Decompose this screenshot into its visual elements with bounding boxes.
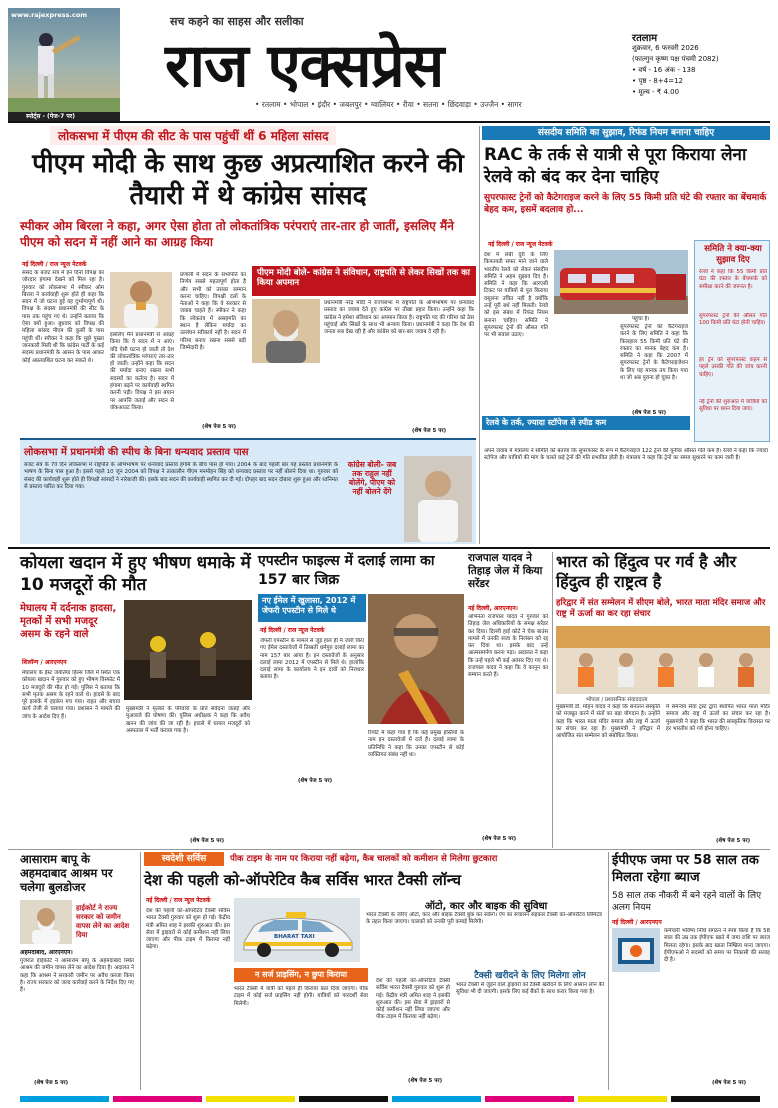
- epf-story: [612, 852, 770, 1090]
- cricket-photo: [8, 8, 120, 112]
- taxi-body-3: देश की पहली को-ऑपरेटिव टैक्सी सर्विस भारत टैक्सी गुरुवार को शुरू हो गई। केंद्रीय मंत्री अमित शाह ने इसकी शुरुआत की। इस सेवा में ड्राइवरों से कोई कमीशन नहीं लिया जाएगा और पीक टाइम में किराया नहीं बढ़ेगा।: [376, 978, 450, 1021]
- lead-story: [20, 126, 476, 544]
- rajpal-story: [468, 552, 548, 848]
- epf-dateline: नई दिल्ली / आरएनएन: [612, 919, 662, 926]
- taxi-body: देश की पहली को-ऑपरेटिव टैक्सी सर्विस भारत टैक्सी गुरुवार को शुरू हो गई। केंद्रीय मंत्री अमित शाह ने इसकी शुरुआत की। इस सेवा में ड्राइवरों से कोई कमीशन नहीं लिया जाएगा और पीक टाइम में किराया नहीं बढ़ेगा।: [146, 908, 230, 951]
- hindutva-continued[interactable]: (शेष पेज 5 पर): [716, 838, 751, 844]
- taxi-label: स्वदेशी सर्विस: [144, 852, 224, 866]
- taxi-continued[interactable]: (शेष पेज 5 पर): [408, 1078, 443, 1084]
- lead-headline: पीएम मोदी के साथ कुछ अप्रत्याशित करने की तैयारी में थे कांग्रेस सांसद: [32, 149, 464, 211]
- section-rule: [8, 849, 770, 850]
- rac-stops-title: रेलवे के तर्क, ज्यादा स्टॉपेज से स्पीड कम: [482, 416, 690, 430]
- rahul-photo: [404, 456, 472, 542]
- epstein-headline: एपस्टीन फाइल्स में दलाई लामा का 157 बार जिक्र: [258, 553, 435, 588]
- asaram-continued[interactable]: (शेष पेज 5 पर): [34, 1080, 69, 1086]
- taxi-no-surge-title: न सर्ज प्राइसिंग, न छुपा किराया: [234, 968, 368, 982]
- rac-kicker: संसदीय समिति का सुझाव, रिफंड नियम बनाना चाहिए: [482, 126, 770, 140]
- epf-continued[interactable]: (शेष पेज 5 पर): [712, 1080, 747, 1086]
- taxi-kicker: पीक टाइम के नाम पर किराया नहीं बढ़ेगा, कैब चालकों को कमीशन से मिलेगा छुटकारा: [230, 854, 498, 864]
- taxi-no-surge-body: भारत टैक्सी में यात्री को पहले ही किराया बता दिया जाएगा। पीक टाइम में कोई सर्ज प्राइसिंग नहीं होगी। यात्रियों को पारदर्शी सेवा मिलेगी।: [234, 986, 368, 1007]
- epstein-body: जेफरी एपस्टीन के मामले से जुड़े हाल ही में जारी किए गए ईमेल दस्तावेजों में तिब्बती धर्मगुरु दलाई लामा का नाम 157 बार आया है। इन दस्तावेजों के अनुसार दलाई लामा 2012 में एपस्टीन से मिले थे। हालांकि दलाई लामा के कार्यालय ने इन दावों को निराधार बताया है।: [260, 638, 364, 681]
- rac-subhead: सुपरफास्ट ट्रेनों को कैटेगराइज करने के लिए 55 किमी प्रति घंटे की रफ्तार का बेंचमार्क बेहद कम, इसमें बदलाव हो...: [484, 193, 767, 215]
- column-rule: [140, 852, 141, 1090]
- hindutva-body-2: में समन्वय सेवा ट्रस्ट द्वारा स्थापित भारत माता मंदिर समाज और राष्ट्र में ऊर्जा का संचार कर रहा है। मुख्यमंत्री ने कहा कि भारत की सांस्कृतिक विरासत पर हर भारतीय को गर्व होना चाहिए।: [666, 704, 770, 732]
- taxi-auto-title: ऑटो, कार और बाइक की सुविधा: [424, 901, 548, 912]
- lead-body-2: इसलिए मैंने प्रधानमंत्री से आग्रह किया कि वे सदन में न आएं। यदि ऐसी घटना हो जाती तो देश की लोकतांत्रिक परंपराएं तार-तार हो जातीं। उन्होंने कहा कि सदन की मर्यादा बनाए रखना सभी सदस्यों का कर्तव्य है। सदन में हंगामा बढ़ने पर कार्यवाही स्थगित करनी पड़ी। विपक्ष ने इस बयान पर आपत्ति जताई और सदन से वॉकआउट किया।: [110, 332, 174, 411]
- volume: • वर्ष - 16 अंक - 138: [632, 66, 696, 74]
- taxi-story: [144, 852, 604, 1090]
- coal-dateline: शिलॉन्ग / आरएनएन: [22, 659, 67, 666]
- coal-photo: [124, 600, 252, 700]
- hindutva-sub: हरिद्वार में संत सम्मेलन में सीएम बोले, भारत माता मंदिर समाज और राष्ट्र में ऊर्जा का कर रहा संचार: [556, 598, 766, 619]
- taxi-buy-body: भारत टैक्सी से जुड़ने वाले ड्राइवरों को टैक्सी खरीदने के लिए आसान लोन की सुविधा भी दी जाएगी। इसके लिए कई बैंकों के साथ करार किया गया है।: [456, 982, 604, 996]
- coal-body-2: मुख्यमंत्री ने मृतकों के परिवारों के प्रति संवेदना जताई और मुआवजे की घोषणा की। पुलिस अधीक्षक ने कहा कि अवैध खनन की जांच की जा रही है। हादसे में घायल मजदूरों को अस्पताल में भर्ती कराया गया है।: [126, 706, 250, 734]
- city: रतलाम: [632, 33, 658, 44]
- sant-sammelan-photo: [556, 626, 770, 694]
- hindutva-headline: भारत को हिंदुत्व पर गर्व है और हिंदुत्व ही राष्ट्रत्व है: [556, 552, 737, 591]
- rac-body: देश में लंबी दूरी के लिए किफायती सफर माने जाने वाले भारतीय रेलवे को लेकर संसदीय समिति ने अहम सुझाव दिए हैं। समिति ने कहा कि आरएसी टिकट पर यात्रियों से पूरा किराया वसूलना उचित नहीं है क्योंकि उन्हें पूरी बर्थ नहीं मिलती। रेलवे को इस संबंध में रिफंड नियम बनाना चाहिए। समिति ने सुपरफास्ट ट्रेनों की औसत गति पर भी सवाल उठाए।: [484, 252, 548, 339]
- asaram-quote: हाईकोर्ट ने राज्य सरकार को जमीन वापस लेने का आदेश दिया: [76, 904, 130, 939]
- color-registration-bar: [20, 1096, 760, 1102]
- rajpal-headline: राजपाल यादव ने तिहाड़ जेल में किया सरेंडर: [468, 552, 543, 590]
- column-rule: [479, 126, 480, 544]
- rac-sidebar-item: हर ट्रेन को सुपरफास्ट कहने से पहले उसकी गति की जांच करनी चाहिए।: [699, 357, 767, 378]
- pages: • पृष्ठ - 8+4=12: [632, 77, 683, 85]
- epf-headline: ईपीएफ जमा पर 58 साल तक मिलता रहेगा ब्याज: [612, 853, 759, 885]
- editions-strip: • रतलाम • भोपाल • इंदौर • जबलपुर • ग्वालियर • रीवा • सतना • छिंदवाड़ा • उज्जैन • सागर: [255, 100, 522, 109]
- epstein-continued[interactable]: (शेष पेज 5 पर): [298, 778, 333, 784]
- epfo-photo: [612, 928, 660, 972]
- taxi-dateline: नई दिल्ली / राज न्यूज नेटवर्क: [146, 897, 211, 904]
- modi-body: प्रधानमंत्री नरेंद्र मोदी ने राज्यसभा में राष्ट्रपति के अभिभाषण पर धन्यवाद प्रस्ताव का जवाब देते हुए कांग्रेस पर तीखा प्रहार किया। उन्होंने कहा कि कांग्रेस ने हमेशा संविधान का अपमान किया है। राष्ट्रपति पद की गरिमा को ठेस पहुंचाई और सिखों के साथ भी अन्याय किया। प्रधानमंत्री ने कहा कि देश की जनता सब देख रही है और कांग्रेस को बार-बार जवाब दे रही है।: [324, 300, 474, 336]
- rac-sidebar-item: नई ट्रेनों की शुरुआत में यात्रियों को सुविधा पर ध्यान दिया जाए।: [699, 399, 767, 413]
- epstein-body-2: रिपोर्ट में कहा गया है कि कई प्रमुख हस्तियों के नाम इन दस्तावेजों में दर्ज हैं। दलाई लामा के प्रतिनिधि ने कहा कि उनका एपस्टीन से कोई व्यक्तिगत संबंध नहीं था।: [368, 730, 464, 758]
- asaram-dateline: अहमदाबाद, आरएनएन।: [20, 949, 73, 956]
- modi-photo: [252, 299, 320, 363]
- rac-sidebar-item: रेलवे ने कहा कि 55 किमी प्रति घंटा की रफ्तार के बेंचमार्क को समीक्षा करने की जरूरत है।: [699, 269, 767, 290]
- hindutva-body: मुख्यमंत्री डॉ. मोहन यादव ने कहा कि सनातन संस्कृति को मजबूत करने में संतों का बड़ा योगदान है। उन्होंने कहा कि भारत माता मंदिर समाज और राष्ट्र में ऊर्जा का संचार कर रहा है। मुख्यमंत्री ने हरिद्वार में आयोजित संत सम्मेलन को संबोधित किया।: [556, 704, 660, 740]
- coal-continued[interactable]: (शेष पेज 5 पर): [190, 838, 225, 844]
- hindutva-photo-caption: भोपाल / प्रशासनिक संवाददाता: [586, 697, 648, 703]
- lead-subhead: स्पीकर ओम बिरला ने कहा, अगर ऐसा होता तो लोकतांत्रिक परंपराएं तार-तार हो जातीं, इसलिए मैंने पीएम को सदन में नहीं आने का आग्रह किया: [20, 219, 454, 249]
- rajpal-continued[interactable]: (शेष पेज 5 पर): [482, 836, 517, 842]
- masthead: [0, 0, 778, 120]
- epstein-sub: नए ईमेल में खुलासा, 2012 में जेफरी एपस्टीन से मिले थे: [258, 594, 366, 622]
- newspaper-title: राज एक्सप्रेस: [165, 31, 444, 101]
- coal-headline: कोयला खदान में हुए भीषण धमाके में 10 मजदूरों की मौत: [20, 553, 251, 595]
- epstein-story: [258, 552, 464, 848]
- rac-dateline: नई दिल्ली / राज न्यूज नेटवर्क: [488, 241, 553, 248]
- lead-kicker: लोकसभा में पीएम की सीट के पास पहुंचीं थीं 6 महिला सांसद: [50, 126, 336, 145]
- asaram-body: गुजरात हाईकोर्ट ने आसाराम बापू के अहमदाबाद स्थित आश्रम की जमीन वापस लेने का आदेश दिया है। अदालत ने कहा कि आश्रम ने सरकारी जमीन पर अवैध कब्जा किया है। राज्य सरकार को जल्द कार्रवाई करने के निर्देश दिए गए हैं।: [20, 958, 134, 994]
- column-rule: [608, 852, 609, 1090]
- hindi-date: (फाल्गुन कृष्ण पक्ष पंचमी 2082): [632, 55, 719, 63]
- rac-sidebar: [694, 240, 770, 442]
- rac-headline: RAC के तर्क से यात्री से पूरा किराया लेना रेलवे को बंद कर देना चाहिए: [484, 145, 747, 187]
- rac-sidebar-title: समिति ने क्या-क्या सुझाव दिए: [704, 244, 762, 265]
- lead-body-3: प्रणाली में सदन के सभापति का निर्णय सबसे महत्वपूर्ण होता है और सभी को उसका सम्मान करना चाहिए। विपक्षी दलों के नेताओं ने कहा कि वे सरकार से जवाब चाहते हैं। स्पीकर ने कहा कि लोकतंत्र में असहमति का स्थान है लेकिन मर्यादा का उल्लंघन स्वीकार्य नहीं है। सदन में गरिमा बनाए रखना सबसे बड़ी जिम्मेदारी है।: [180, 272, 246, 351]
- asaram-headline: आसाराम बापू के अहमदाबाद आश्रम पर चलेगा बुलडोजर: [20, 852, 113, 894]
- modi-box-headline: पीएम मोदी बोले- कांग्रेस ने संविधान, राष्ट्रपति से लेकर सिखों तक का किया अपमान: [252, 266, 476, 296]
- loksabha-box: [20, 438, 476, 544]
- column-rule: [552, 552, 553, 848]
- om-birla-photo: [110, 272, 172, 328]
- epstein-dateline: नई दिल्ली / राज न्यूज नेटवर्क: [260, 627, 325, 634]
- masthead-rule: [8, 121, 770, 123]
- coal-sub: मेघालय में दर्दनाक हादसा, मृतकों में सभी मजदूर असम के रहने वाले: [20, 603, 117, 640]
- date: शुक्रवार, 6 फरवरी 2026: [632, 44, 699, 52]
- asaram-story: [20, 852, 136, 1090]
- sports-ref: स्पोर्ट्स - (पेज-7 पर): [8, 112, 120, 122]
- rac-stops-body: अपने जवाब में मंत्रालय ने समिति को बताया कि सुपरफास्ट के रूप में कैटेगराइज 122 ट्रेनों की यूनीक औसत गति कम है। रेलवे ने कहा कि ज्यादा स्टॉपेज और यात्रियों की मांग के चलते कई ट्रेनों की गति प्रभावित होती है। मंत्रालय ने कहा कि ट्रेनों का समय सुधारने पर काम जारी है।: [484, 448, 768, 462]
- tagline: सच कहने का साहस और सलीका: [170, 15, 304, 28]
- rac-continued[interactable]: (शेष पेज 5 पर): [632, 410, 667, 416]
- rac-sidebar-item: सुपरफास्ट ट्रेनों की औसत गति 100 किमी प्रति घंटा होनी चाहिए।: [699, 313, 767, 327]
- coal-story: [20, 552, 252, 848]
- dalai-lama-photo: [368, 594, 464, 724]
- rajpal-dateline: नई दिल्ली, आरएनएन।: [468, 605, 518, 612]
- taxi-headline: देश की पहली को-ऑपरेटिव कैब सर्विस भारत टैक्सी लॉन्च: [144, 871, 462, 889]
- modi-continued[interactable]: (शेष पेज 5 पर): [412, 428, 447, 434]
- loksabha-headline: लोकसभा में प्रधानमंत्री की स्पीच के बिना धन्यवाद प्रस्ताव पास: [24, 447, 249, 458]
- lead-dateline: नई दिल्ली / राज न्यूज नेटवर्क: [22, 261, 87, 268]
- hindutva-story: [556, 552, 770, 848]
- taxi-buy-title: टैक्सी खरीदने के लिए मिलेगा लोन: [474, 971, 586, 981]
- epf-body: कर्मचारी भविष्य निधि संगठन ने स्पष्ट किया है कि 58 साल की उम्र तक ईपीएफ खाते में जमा राशि पर ब्याज मिलता रहेगा। इसके बाद खाता निष्क्रिय माना जाएगा। ईपीएफओ ने सदस्यों को समय पर निकासी की सलाह दी है।: [664, 928, 770, 964]
- train-photo: [554, 250, 688, 314]
- taxi-car-brand: BHARAT TAXI: [274, 934, 315, 940]
- rac-story: [482, 126, 770, 544]
- asaram-photo: [20, 900, 72, 944]
- loksabha-body: बजट सत्र के 7वें दिन लोकसभा में राष्ट्रपति के अभिभाषण पर धन्यवाद प्रस्ताव हंगामे के बीच पास हो गया। 2004 के बाद पहली बार यह प्रस्ताव प्रधानमंत्री के भाषण के बिना पास हुआ है। इससे पहले 10 जून 2004 को विपक्ष ने तत्कालीन पीएम मनमोहन सिंह को धन्यवाद प्रस्ताव पर नहीं बोलने दिया था। गुरुवार को संसद की कार्यवाही शुरू होते ही विपक्षी सांसदों ने नारेबाजी की। इसके बाद सदन की कार्यवाही स्थगित कर दी गई। दोपहर बाद सदन दोबारा शुरू हुआ और ध्वनिमत से प्रस्ताव पारित कर दिया गया।: [24, 462, 338, 490]
- epf-sub: 58 साल तक नौकरी में बने रहने वालों के लिए अलग नियम: [612, 891, 762, 913]
- loksabha-side-title: कांग्रेस बोली- जब तक राहुल नहीं बोलेंगे, पीएम को नहीं बोलने देंगे: [347, 460, 397, 496]
- price: • मूल्य - ₹ 4.00: [632, 88, 680, 96]
- site-url[interactable]: www.rajexpress.com: [11, 11, 88, 19]
- section-rule: [8, 547, 770, 549]
- lead-body-1: संसद के बजट सत्र में इन दिनों विपक्ष का जोरदार हंगामा देखने को मिल रहा है। गुरुवार को लोकसभा में स्पीकर ओम बिरला ने कार्यवाही शुरू होते ही कहा कि सदन में जो घटना हुई वह दुर्भाग्यपूर्ण थी। विपक्ष के सदस्य प्रधानमंत्री की सीट के पास तक पहुंच गए थे। उन्होंने बताया कि ऐसा क्यों हुआ। बुधवार को विपक्ष की महिला सांसद पीएम की कुर्सी के पास पहुंची थीं। स्पीकर ने कहा कि मुझे पुख्ता जानकारी मिली थी कि कांग्रेस पार्टी के कई सदस्य प्रधानमंत्री के आसन के पास आकर कोई अप्रत्याशित घटना कर सकते थे।: [22, 270, 104, 364]
- coal-body: मेघालय के ईस्ट जयंतिया हिल्स जिले में स्थित एक कोयला खदान में गुरुवार को हुए भीषण विस्फोट में 10 मजदूरों की मौत हो गई। पुलिस ने बताया कि सभी मृतक असम के रहने वाले थे। हादसे के बाद पूरे इलाके में हड़कंप मच गया। राहत और बचाव कार्य तेजी से चलाया गया। प्रशासन ने मामले की जांच के आदेश दिए हैं।: [22, 670, 120, 720]
- taxi-auto-body: भारत टैक्सी के जरिए ऑटो, कार और बाइक टैक्सी बुक कर सकेंगे। ऐप का संचालन सहकार टैक्सी को-ऑपरेटिव लिमिटेड के तहत किया जाएगा। चालकों को उनकी पूरी कमाई मिलेगी।: [366, 912, 602, 926]
- bharat-taxi-photo: [234, 898, 360, 962]
- rac-body-2: सुपरफास्ट ट्रेनों को कैटेगराइज करने के लिए समिति ने कहा कि फिलहाल 55 किमी प्रति घंटे की रफ्तार का मानक बेहद कम है। समिति ने कहा कि 2007 में सुपरफास्ट ट्रेनों के कैटेगराइजेशन के लिए यह मानक तय किया गया था जो अब पुराना हो चुका है।: [620, 324, 688, 382]
- modi-box: [252, 266, 476, 436]
- lead-continued[interactable]: (शेष पेज 5 पर): [202, 424, 237, 430]
- rajpal-body: अभिनेता राजपाल यादव ने गुरुवार को तिहाड़ जेल अधिकारियों के समक्ष सरेंडर कर दिया। दिल्ली हाई कोर्ट ने चेक बाउंस मामले में उनकी सजा के निलंबन को रद्द कर दिया था। इसके बाद उन्हें आत्मसमर्पण करना पड़ा। अदालत ने कहा कि उन्हें पहले भी कई अवसर दिए गए थे। राजपाल यादव ने कहा कि वे कानून का सम्मान करते हैं।: [468, 614, 548, 679]
- rac-photo-caption: पहुंचा है।: [632, 316, 650, 322]
